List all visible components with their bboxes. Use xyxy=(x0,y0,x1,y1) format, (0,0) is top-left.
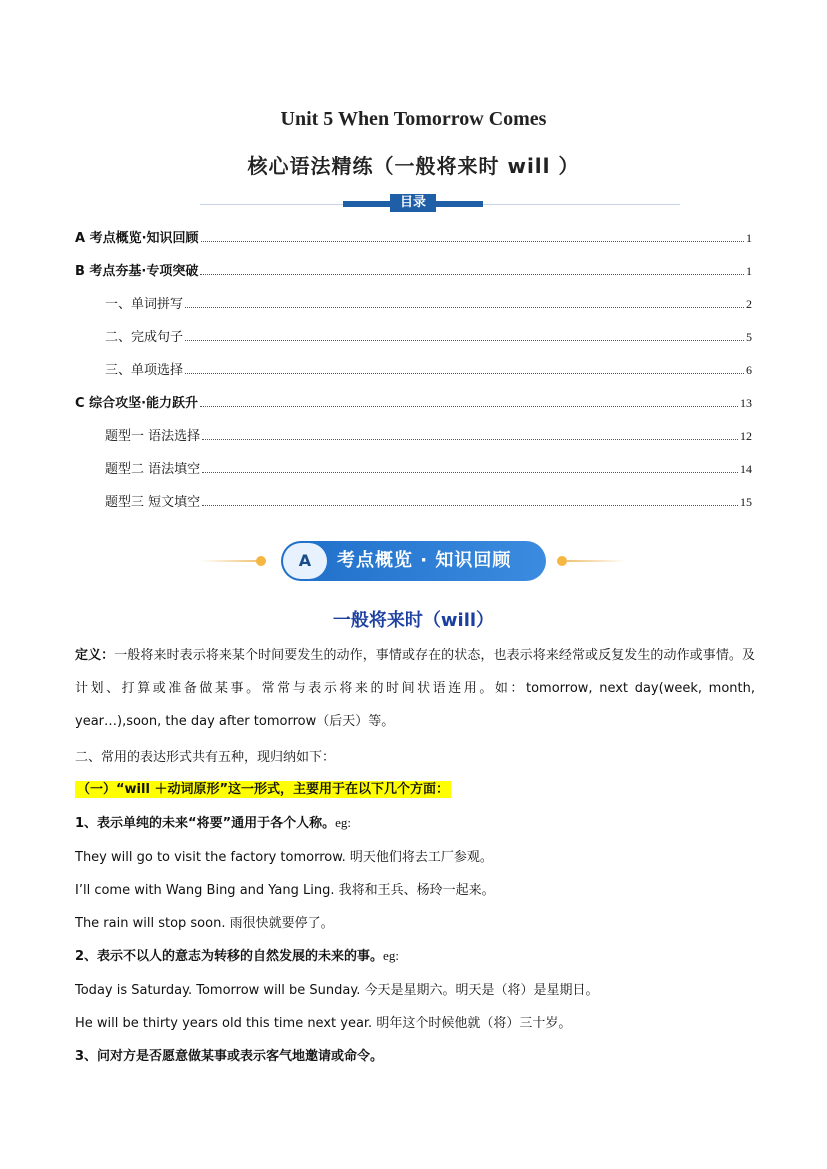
toc-entry-text: 二、完成句子 xyxy=(105,330,184,345)
toc-entry-page: 13 xyxy=(740,396,752,410)
banner-letter: A xyxy=(283,543,327,579)
point-2-heading xyxy=(75,945,399,964)
toc-entry-page: 1 xyxy=(746,264,752,278)
definition-text: 一般将来时表示将来某个时间要发生的动作，事情或存在的状态，也表示将来经常或反复发生的动作或事情。及计划、打算或准备做某事。常常与表示将来的时间状语连用。如：tomorrow, next day(week, month, year…),soon, the day after tomorrow（后天）等。 xyxy=(75,648,755,729)
toc-entry[interactable] xyxy=(75,259,752,279)
point-3-heading xyxy=(75,1045,383,1064)
banner-pill xyxy=(281,541,546,581)
example-sentence: I’ll come with Wang Bing and Yang Ling. 我将和王兵、杨玲一起来。 xyxy=(75,883,495,898)
toc-label: 目录 xyxy=(390,194,436,212)
toc-entry-text: 题型三 短文填空 xyxy=(105,495,201,510)
example-sentence: They will go to visit the factory tomorrow. 明天他们将去工厂参观。 xyxy=(75,850,493,865)
point-3-title: 3、问对方是否愿意做某事或表示客气地邀请或命令。 xyxy=(75,1049,384,1064)
toc-entry-text: 题型一 语法选择 xyxy=(105,429,201,444)
section-banner xyxy=(0,541,827,581)
toc-entry-text: C 综合攻坚·能力跃升 xyxy=(75,396,199,411)
toc-entry-text: B 考点夯基·专项突破 xyxy=(75,264,199,279)
toc-entry-text: 三、单项选择 xyxy=(105,363,184,378)
banner-line-right xyxy=(566,560,626,562)
point-1-eg: eg: xyxy=(335,815,352,830)
toc-entry-text: 一、单词拼写 xyxy=(105,297,184,312)
highlight-heading xyxy=(75,778,451,797)
toc-entry-text: 题型二 语法填空 xyxy=(105,462,201,477)
toc-entry-text: A 考点概览·知识回顾 xyxy=(75,231,199,246)
toc-entry[interactable] xyxy=(75,226,752,246)
toc-entry-page: 15 xyxy=(740,495,752,509)
toc-entry[interactable] xyxy=(75,391,752,411)
toc-entry-page: 6 xyxy=(746,363,752,377)
banner-dot-icon xyxy=(256,556,266,566)
document-title: Unit 5 When Tomorrow Comes xyxy=(280,108,547,130)
toc-entry-page: 2 xyxy=(746,297,752,311)
toc-entry[interactable] xyxy=(105,490,752,510)
toc-entry-page: 12 xyxy=(740,429,752,443)
section-title: 一般将来时（will） xyxy=(332,610,495,631)
toc-entry[interactable] xyxy=(105,325,752,345)
example-sentence: He will be thirty years old this time next year. 明年这个时候他就（将）三十岁。 xyxy=(75,1016,572,1031)
toc-entry-page: 5 xyxy=(746,330,752,344)
banner-line-left xyxy=(200,560,260,562)
toc-entry[interactable] xyxy=(105,292,752,312)
toc-entry[interactable] xyxy=(105,457,752,477)
toc-entry[interactable] xyxy=(105,424,752,444)
definition-label: 定义： xyxy=(75,648,115,663)
example-sentence: Today is Saturday. Tomorrow will be Sunday. 今天是星期六。明天是（将）是星期日。 xyxy=(75,983,599,998)
document-subtitle: 核心语法精练（一般将来时 will ） xyxy=(247,154,580,178)
point-1-title: 1、表示单纯的未来“将要”通用于各个人称。 xyxy=(75,816,336,831)
toc-entry-page: 14 xyxy=(740,462,752,476)
point-2-title: 2、表示不以人的意志为转移的自然发展的未来的事。 xyxy=(75,949,384,964)
toc-entry-page: 1 xyxy=(746,231,752,245)
example-sentence: The rain will stop soon. 雨很快就要停了。 xyxy=(75,916,334,931)
point-1-heading xyxy=(75,812,351,831)
highlight-text: （一）“will ＋动词原形”这一形式，主要用于在以下几个方面： xyxy=(77,782,449,797)
banner-text: 考点概览 · 知识回顾 xyxy=(337,550,512,571)
definition-paragraph xyxy=(75,639,755,738)
toc-header xyxy=(200,196,680,214)
point-2-eg: eg: xyxy=(383,948,399,963)
forms-intro: 二、常用的表达形式共有五种，现归纳如下： xyxy=(75,750,336,765)
toc-entry[interactable] xyxy=(105,358,752,378)
